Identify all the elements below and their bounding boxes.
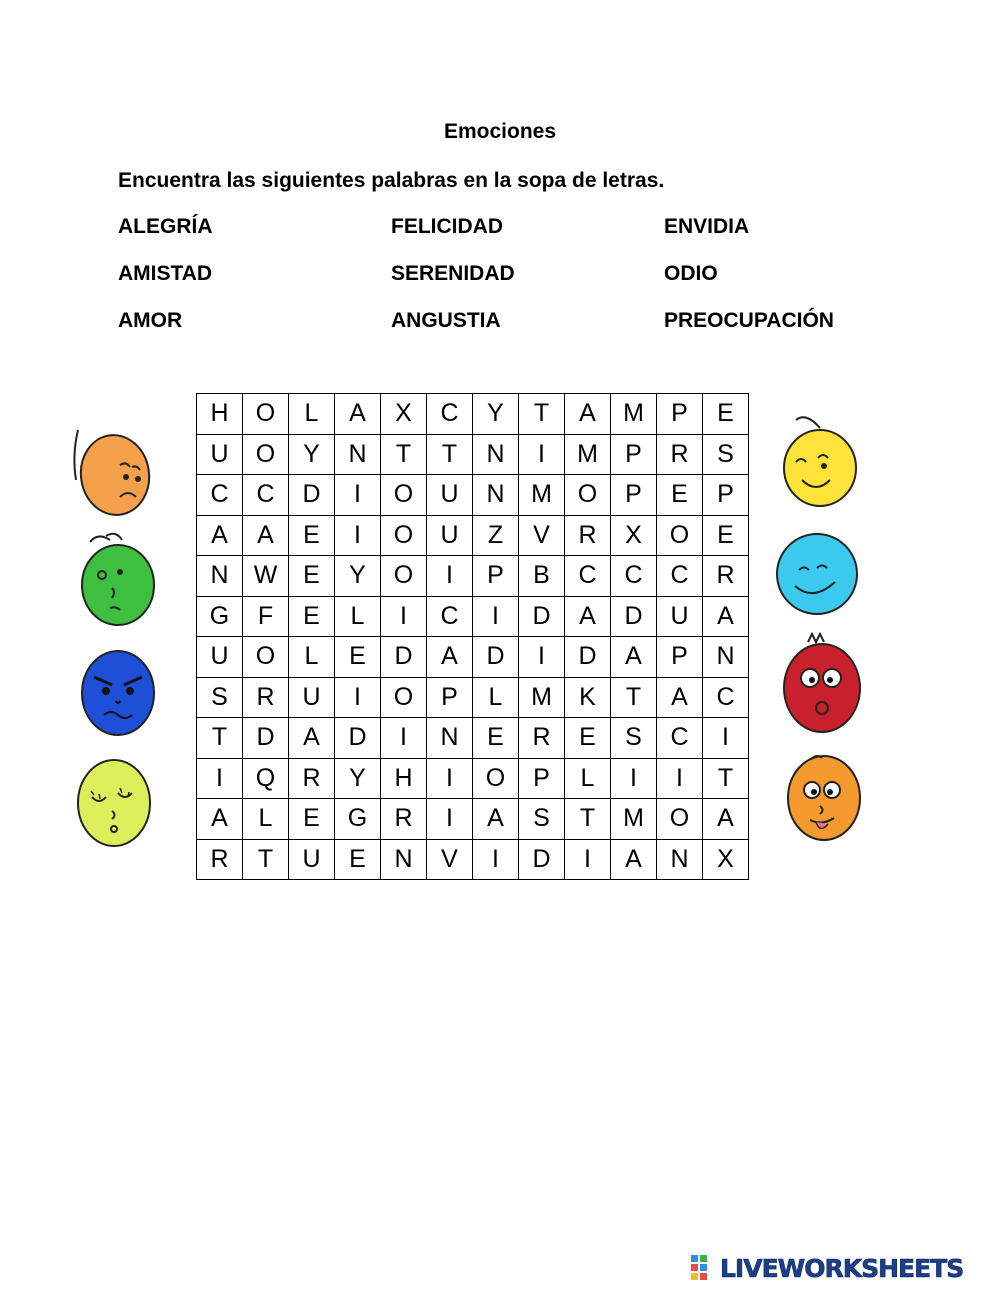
smiling-face-icon	[773, 528, 863, 618]
grid-cell[interactable]: U	[289, 839, 335, 880]
grid-cell[interactable]: I	[473, 839, 519, 880]
grid-cell[interactable]: M	[611, 799, 657, 840]
grid-cell[interactable]: O	[657, 515, 703, 556]
grid-cell[interactable]: A	[473, 799, 519, 840]
grid-cell[interactable]: R	[289, 758, 335, 799]
grid-cell[interactable]: I	[519, 637, 565, 678]
word-item: ANGUSTIA	[391, 309, 501, 332]
grid-cell[interactable]: D	[565, 637, 611, 678]
grid-cell[interactable]: A	[335, 394, 381, 435]
grid-cell[interactable]: A	[703, 596, 749, 637]
grid-cell[interactable]: T	[519, 394, 565, 435]
grid-cell[interactable]: T	[611, 677, 657, 718]
grid-cell[interactable]: F	[243, 596, 289, 637]
grid-cell[interactable]: I	[427, 758, 473, 799]
grid-cell[interactable]: I	[519, 434, 565, 475]
grid-cell[interactable]: E	[289, 515, 335, 556]
grid-row	[197, 556, 749, 597]
grid-cell[interactable]: L	[335, 596, 381, 637]
grid-cell[interactable]: I	[473, 596, 519, 637]
liveworksheets-logo	[690, 1248, 963, 1288]
grid-cell[interactable]: I	[611, 758, 657, 799]
grid-row	[197, 758, 749, 799]
calm-face-icon	[74, 755, 154, 850]
grid-cell[interactable]: G	[197, 596, 243, 637]
grid-cell[interactable]: D	[243, 718, 289, 759]
grid-cell[interactable]: M	[519, 677, 565, 718]
grid-cell[interactable]: R	[657, 434, 703, 475]
grid-cell[interactable]: Z	[473, 515, 519, 556]
grid-row	[197, 475, 749, 516]
grid-cell[interactable]: E	[289, 556, 335, 597]
grid-cell[interactable]: T	[565, 799, 611, 840]
grid-cell[interactable]: K	[565, 677, 611, 718]
grid-cell[interactable]: X	[703, 839, 749, 880]
grid-cell[interactable]: V	[519, 515, 565, 556]
grid-cell[interactable]: N	[473, 475, 519, 516]
grid-cell[interactable]: S	[197, 677, 243, 718]
grid-cell[interactable]: E	[335, 839, 381, 880]
grid-cell[interactable]: N	[427, 718, 473, 759]
grid-cell[interactable]: I	[427, 556, 473, 597]
grid-cell[interactable]: T	[427, 434, 473, 475]
grid-row	[197, 434, 749, 475]
grid-cell[interactable]: W	[243, 556, 289, 597]
grid-cell[interactable]: U	[657, 596, 703, 637]
grid-cell[interactable]: Y	[289, 434, 335, 475]
grid-cell[interactable]: O	[381, 515, 427, 556]
grid-cell[interactable]: U	[427, 515, 473, 556]
grid-cell[interactable]: C	[657, 718, 703, 759]
grid-cell[interactable]: P	[427, 677, 473, 718]
grid-cell[interactable]: I	[335, 475, 381, 516]
grid-cell[interactable]: X	[381, 394, 427, 435]
grid-cell[interactable]: A	[565, 394, 611, 435]
grid-cell[interactable]: C	[427, 394, 473, 435]
grid-cell[interactable]: E	[703, 394, 749, 435]
grid-cell[interactable]: R	[519, 718, 565, 759]
grid-cell[interactable]: O	[243, 394, 289, 435]
word-item: PREOCUPACIÓN	[664, 309, 834, 332]
grid-cell[interactable]: E	[703, 515, 749, 556]
word-list	[118, 214, 898, 334]
surprised-face-icon	[778, 632, 864, 737]
grid-row	[197, 799, 749, 840]
word-item: AMISTAD	[118, 262, 213, 285]
grid-cell[interactable]: E	[335, 637, 381, 678]
grid-row	[197, 515, 749, 556]
grid-cell[interactable]: U	[427, 475, 473, 516]
grid-cell[interactable]: E	[289, 799, 335, 840]
grid-cell[interactable]: U	[197, 434, 243, 475]
grid-row	[197, 839, 749, 880]
grid-cell[interactable]: C	[703, 677, 749, 718]
grid-cell[interactable]: A	[657, 677, 703, 718]
grid-cell[interactable]: N	[381, 839, 427, 880]
word-item: SERENIDAD	[391, 262, 515, 285]
grid-cell[interactable]: P	[519, 758, 565, 799]
grid-cell[interactable]: D	[381, 637, 427, 678]
grid-cell[interactable]: D	[289, 475, 335, 516]
grid-cell[interactable]: N	[197, 556, 243, 597]
grid-cell[interactable]: O	[243, 637, 289, 678]
grid-cell[interactable]: P	[473, 556, 519, 597]
grid-cell[interactable]: Y	[335, 758, 381, 799]
grid-cell[interactable]: C	[427, 596, 473, 637]
word-item: AMOR	[118, 309, 183, 332]
instruction-text: Encuentra las siguientes palabras en la sopa de letras.	[118, 169, 665, 192]
grid-row	[197, 677, 749, 718]
grid-cell[interactable]: R	[243, 677, 289, 718]
grid-cell[interactable]: R	[381, 799, 427, 840]
grid-cell[interactable]: A	[611, 839, 657, 880]
grid-cell[interactable]: O	[473, 758, 519, 799]
grid-cell[interactable]: T	[381, 434, 427, 475]
grid-cell[interactable]: P	[703, 475, 749, 516]
grid-cell[interactable]: A	[243, 515, 289, 556]
grid-cell[interactable]: S	[611, 718, 657, 759]
grid-cell[interactable]: A	[703, 799, 749, 840]
grid-cell[interactable]: N	[335, 434, 381, 475]
grid-cell[interactable]: D	[519, 596, 565, 637]
confused-face-icon	[76, 530, 156, 630]
grid-cell[interactable]: P	[611, 434, 657, 475]
grid-cell[interactable]: C	[657, 556, 703, 597]
happy-face-icon	[776, 410, 866, 510]
word-search-grid	[196, 393, 749, 880]
grid-cell[interactable]: Y	[335, 556, 381, 597]
grid-cell[interactable]: S	[519, 799, 565, 840]
grid-row	[197, 596, 749, 637]
grid-cell[interactable]: U	[289, 677, 335, 718]
angry-face-icon	[78, 645, 158, 740]
grid-cell[interactable]: R	[565, 515, 611, 556]
grid-cell[interactable]: L	[289, 637, 335, 678]
grid-cell[interactable]: P	[657, 637, 703, 678]
grid-cell[interactable]: A	[565, 596, 611, 637]
grid-cell[interactable]: O	[381, 475, 427, 516]
liveworksheets-logo-icon	[690, 1253, 720, 1283]
grid-cell[interactable]: A	[289, 718, 335, 759]
grid-cell[interactable]: N	[473, 434, 519, 475]
grid-cell[interactable]: E	[289, 596, 335, 637]
grid-cell[interactable]: T	[197, 718, 243, 759]
grid-cell[interactable]: M	[611, 394, 657, 435]
grid-cell[interactable]: A	[427, 637, 473, 678]
grid-cell[interactable]: S	[703, 434, 749, 475]
grid-cell[interactable]: T	[703, 758, 749, 799]
grid-cell[interactable]: E	[565, 718, 611, 759]
grid-cell[interactable]: E	[657, 475, 703, 516]
grid-cell[interactable]: P	[657, 394, 703, 435]
grid-cell[interactable]: M	[565, 434, 611, 475]
grid-cell[interactable]: I	[335, 515, 381, 556]
grid-cell[interactable]: E	[473, 718, 519, 759]
silly-face-icon	[782, 750, 866, 845]
grid-cell[interactable]: O	[243, 434, 289, 475]
grid-cell[interactable]: I	[197, 758, 243, 799]
grid-row	[197, 394, 749, 435]
grid-cell[interactable]: R	[703, 556, 749, 597]
grid-cell[interactable]: G	[335, 799, 381, 840]
worried-face-icon	[70, 425, 160, 520]
grid-cell[interactable]: L	[565, 758, 611, 799]
grid-cell[interactable]: C	[611, 556, 657, 597]
word-item: ODIO	[664, 262, 718, 285]
grid-cell[interactable]: Y	[473, 394, 519, 435]
grid-cell[interactable]: O	[381, 677, 427, 718]
grid-cell[interactable]: D	[335, 718, 381, 759]
grid-cell[interactable]: I	[427, 799, 473, 840]
grid-cell[interactable]: L	[243, 799, 289, 840]
grid-cell[interactable]: L	[289, 394, 335, 435]
grid-cell[interactable]: H	[197, 394, 243, 435]
grid-cell[interactable]: X	[611, 515, 657, 556]
grid-cell[interactable]: T	[243, 839, 289, 880]
grid-cell[interactable]: C	[565, 556, 611, 597]
grid-cell[interactable]: I	[657, 758, 703, 799]
grid-cell[interactable]: C	[197, 475, 243, 516]
grid-cell[interactable]: D	[473, 637, 519, 678]
grid-cell[interactable]: M	[519, 475, 565, 516]
grid-cell[interactable]: N	[703, 637, 749, 678]
grid-cell[interactable]: B	[519, 556, 565, 597]
grid-cell[interactable]: O	[381, 556, 427, 597]
grid-cell[interactable]: O	[565, 475, 611, 516]
grid-cell[interactable]: D	[611, 596, 657, 637]
grid-cell[interactable]: O	[657, 799, 703, 840]
grid-cell[interactable]: H	[381, 758, 427, 799]
grid-cell[interactable]: Q	[243, 758, 289, 799]
grid-cell[interactable]: I	[381, 596, 427, 637]
grid-row	[197, 718, 749, 759]
word-item: ENVIDIA	[664, 215, 750, 238]
grid-cell[interactable]: A	[197, 515, 243, 556]
grid-cell[interactable]: I	[565, 839, 611, 880]
grid-cell[interactable]: R	[197, 839, 243, 880]
grid-cell[interactable]: I	[703, 718, 749, 759]
grid-cell[interactable]: V	[427, 839, 473, 880]
grid-cell[interactable]: I	[335, 677, 381, 718]
grid-cell[interactable]: L	[473, 677, 519, 718]
grid-cell[interactable]: D	[519, 839, 565, 880]
word-item: FELICIDAD	[391, 215, 503, 238]
grid-cell[interactable]: P	[611, 475, 657, 516]
grid-cell[interactable]: A	[611, 637, 657, 678]
grid-cell[interactable]: N	[657, 839, 703, 880]
liveworksheets-logo-text: LIVEWORKSHEETS	[720, 1253, 964, 1283]
grid-row	[197, 637, 749, 678]
grid-cell[interactable]: A	[197, 799, 243, 840]
grid-cell[interactable]: U	[197, 637, 243, 678]
word-item: ALEGRÍA	[118, 215, 213, 238]
grid-cell[interactable]: I	[381, 718, 427, 759]
grid-cell[interactable]: C	[243, 475, 289, 516]
worksheet-title: Emociones	[443, 120, 557, 143]
